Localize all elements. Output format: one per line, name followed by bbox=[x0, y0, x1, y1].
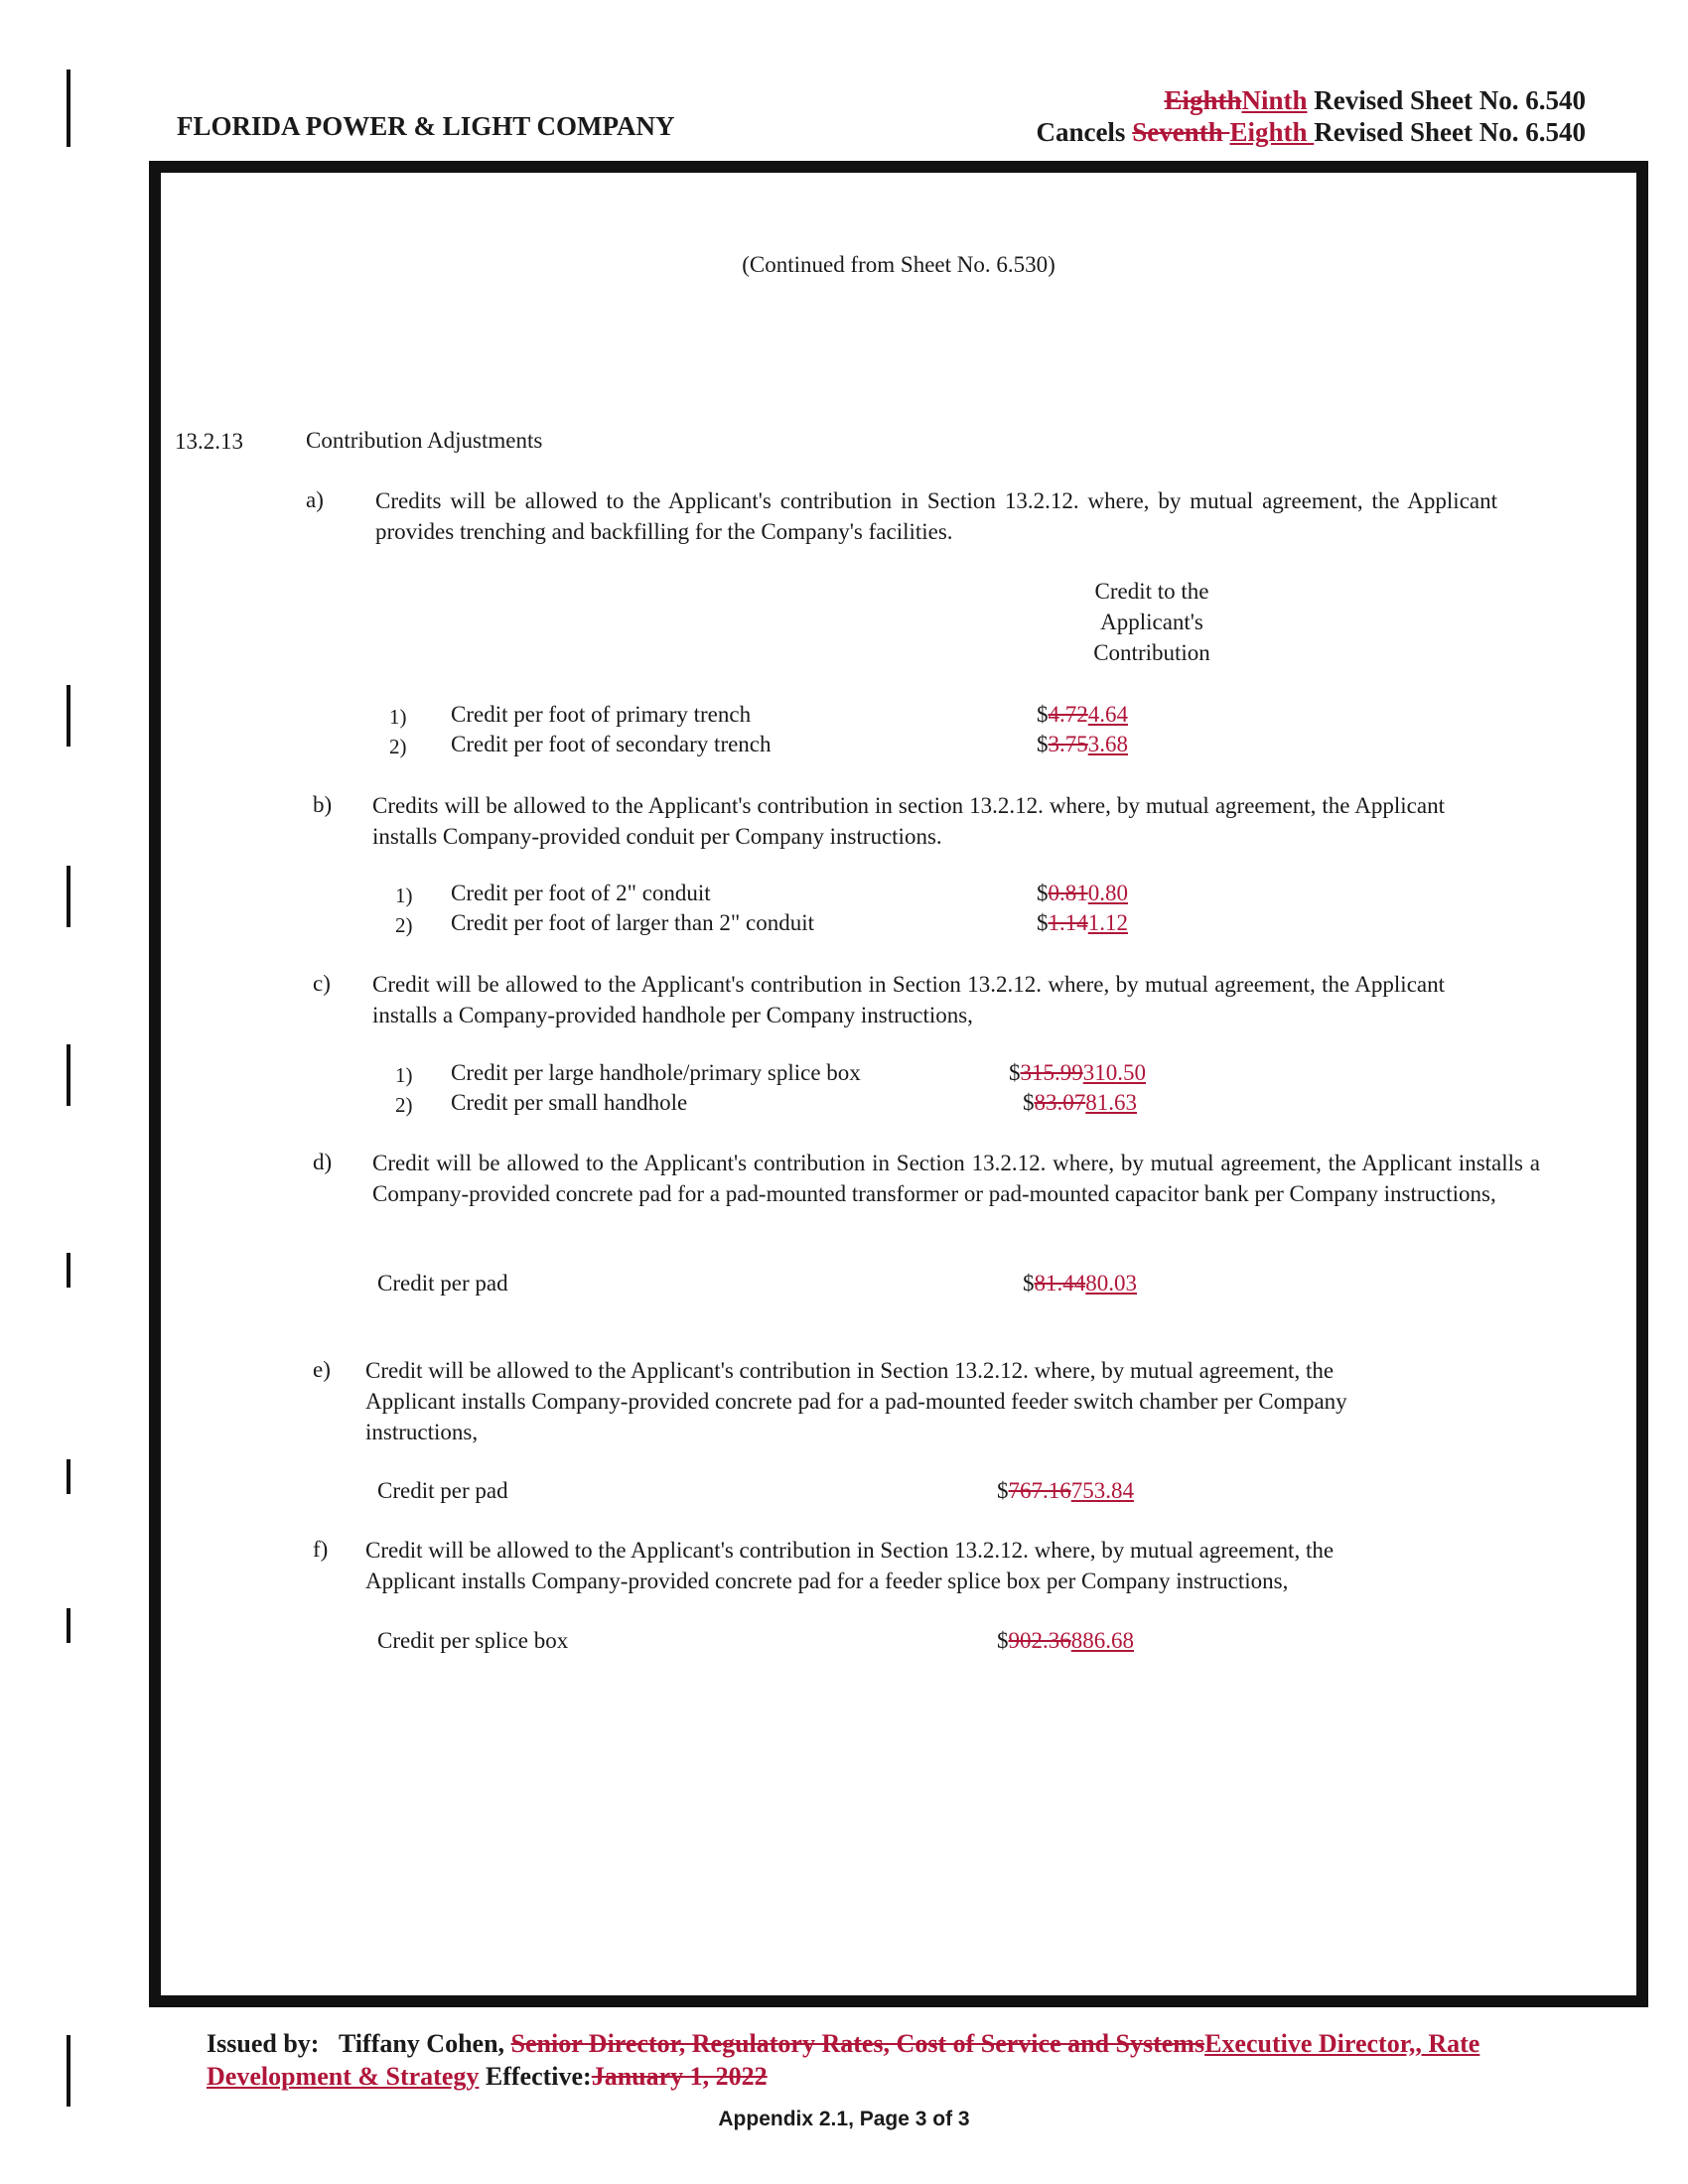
deleted-amount: 315.99 bbox=[1020, 1060, 1083, 1085]
tariff-frame bbox=[149, 161, 1648, 2007]
paragraph-text: Credit will be allowed to the Applicant's contribution in Section 13.2.12. where, by mutual agreement, the Applicant installs a Company-provided handhole per Company instructions, bbox=[372, 972, 1445, 1027]
change-bar bbox=[67, 1608, 70, 1643]
item-label: Credit per foot of 2" conduit bbox=[451, 881, 711, 905]
inserted-amount: 3.68 bbox=[1087, 732, 1128, 756]
sheet-suffix: Revised Sheet No. 6.540 bbox=[1307, 85, 1586, 115]
currency-symbol: $ bbox=[1037, 702, 1049, 727]
inserted-amount: 310.50 bbox=[1082, 1060, 1146, 1085]
appendix-page-note: Appendix 2.1, Page 3 of 3 bbox=[718, 2108, 970, 2130]
continued-note: (Continued from Sheet No. 6.530) bbox=[742, 252, 1055, 277]
item-number: 2) bbox=[389, 735, 407, 758]
credit-amount bbox=[1037, 881, 1128, 906]
item-number: 2) bbox=[395, 1093, 413, 1117]
inserted-amount: 81.63 bbox=[1085, 1090, 1137, 1115]
deleted-effective-date: January 1, 2022 bbox=[591, 2062, 768, 2091]
currency-symbol: $ bbox=[997, 1628, 1009, 1653]
issued-by-block bbox=[207, 2027, 1577, 2093]
deleted-amount: 767.16 bbox=[1008, 1478, 1071, 1503]
credit-amount bbox=[1037, 702, 1128, 728]
item-number: 2) bbox=[395, 913, 413, 937]
inserted-amount: 4.64 bbox=[1087, 702, 1128, 727]
change-bar bbox=[67, 2035, 70, 2107]
paragraph-letter: a) bbox=[306, 487, 324, 512]
inserted-cancels-ordinal: Eighth bbox=[1229, 117, 1315, 147]
paragraph-text: Credit will be allowed to the Applicant's contribution in Section 13.2.12. where, by mutual agreement, the Applicant installs a Company-provided concrete pad for a pad-mounted transformer or pad-mounted capacitor bank per Company instructions, bbox=[372, 1151, 1540, 1206]
deleted-amount: 3.75 bbox=[1048, 732, 1088, 756]
inserted-sheet-ordinal: Ninth bbox=[1241, 85, 1308, 115]
cancels-suffix: Revised Sheet No. 6.540 bbox=[1314, 117, 1586, 147]
currency-symbol: $ bbox=[1037, 910, 1049, 935]
deleted-amount: 0.81 bbox=[1048, 881, 1088, 905]
column-header-line: Contribution bbox=[1093, 640, 1210, 665]
item-number: 1) bbox=[395, 884, 413, 907]
column-header bbox=[1053, 576, 1251, 668]
section-number: 13.2.13 bbox=[175, 429, 243, 454]
paragraph-letter: d) bbox=[313, 1150, 333, 1174]
change-bar bbox=[67, 1044, 70, 1106]
item-label: Credit per foot of secondary trench bbox=[451, 732, 772, 756]
inserted-amount: 0.80 bbox=[1087, 881, 1128, 905]
item-number: 1) bbox=[395, 1063, 413, 1087]
currency-symbol: $ bbox=[997, 1478, 1009, 1503]
credit-amount bbox=[1037, 732, 1128, 757]
paragraph-letter: e) bbox=[313, 1357, 331, 1382]
effective-label: Effective: bbox=[485, 2062, 592, 2091]
item-label: Credit per pad bbox=[377, 1478, 508, 1503]
change-bar bbox=[67, 1459, 70, 1494]
paragraph-letter: c) bbox=[313, 971, 331, 996]
deleted-amount: 83.07 bbox=[1034, 1090, 1086, 1115]
column-header-line: Credit to the bbox=[1094, 579, 1209, 604]
currency-symbol: $ bbox=[1023, 1271, 1035, 1296]
column-header-line: Applicant's bbox=[1100, 610, 1203, 634]
deleted-issuer-title: Senior Director, Regulatory Rates, Cost of Service and Systems bbox=[510, 2029, 1205, 2058]
deleted-amount: 1.14 bbox=[1048, 910, 1088, 935]
sheet-number bbox=[1164, 85, 1586, 116]
deleted-amount: 4.72 bbox=[1048, 702, 1088, 727]
item-number: 1) bbox=[389, 705, 407, 729]
credit-amount bbox=[997, 1628, 1134, 1654]
change-bar bbox=[67, 685, 70, 747]
issued-label: Issued by: bbox=[207, 2029, 320, 2058]
item-label: Credit per splice box bbox=[377, 1628, 569, 1653]
change-bar bbox=[67, 866, 70, 927]
deleted-cancels-ordinal: Seventh bbox=[1132, 117, 1230, 147]
currency-symbol: $ bbox=[1037, 732, 1049, 756]
cancels-prefix: Cancels bbox=[1036, 117, 1133, 147]
deleted-amount: 81.44 bbox=[1034, 1271, 1086, 1296]
inserted-amount: 886.68 bbox=[1070, 1628, 1134, 1653]
change-bar bbox=[67, 69, 70, 147]
item-label: Credit per foot of larger than 2" conduit bbox=[451, 910, 815, 935]
credit-amount bbox=[1023, 1271, 1137, 1297]
credit-amount bbox=[1037, 910, 1128, 936]
paragraph-letter: b) bbox=[313, 792, 333, 817]
paragraph-text: Credit will be allowed to the Applicant's contribution in Section 13.2.12. where, by mutual agreement, the Applicant installs Company-provided concrete pad for a feeder splice box per Company instructions, bbox=[365, 1538, 1335, 1593]
paragraph-text: Credit will be allowed to the Applicant's contribution in Section 13.2.12. where, by mutual agreement, the Applicant installs Company-provided concrete pad for a pad-mounted feeder switch chamber per Company instructions, bbox=[365, 1358, 1347, 1444]
inserted-amount: 753.84 bbox=[1070, 1478, 1134, 1503]
change-bar bbox=[67, 1253, 70, 1288]
cancels-line bbox=[1036, 117, 1586, 148]
credit-amount bbox=[1023, 1090, 1137, 1116]
paragraph-text: Credits will be allowed to the Applicant's contribution in Section 13.2.12. where, by mutual agreement, the Applicant provides trenching and backfilling for the Company's facilities. bbox=[375, 488, 1497, 544]
paragraph-text: Credits will be allowed to the Applicant's contribution in section 13.2.12. where, by mutual agreement, the Applicant installs Company-provided conduit per Company instructions. bbox=[372, 793, 1445, 849]
item-label: Credit per pad bbox=[377, 1271, 508, 1296]
item-label: Credit per small handhole bbox=[451, 1090, 688, 1115]
deleted-amount: 902.36 bbox=[1008, 1628, 1071, 1653]
credit-amount bbox=[1009, 1060, 1146, 1086]
deleted-sheet-ordinal: Eighth bbox=[1164, 85, 1242, 115]
company-name: FLORIDA POWER & LIGHT COMPANY bbox=[177, 111, 675, 141]
inserted-amount: 1.12 bbox=[1087, 910, 1128, 935]
currency-symbol: $ bbox=[1037, 881, 1049, 905]
currency-symbol: $ bbox=[1009, 1060, 1021, 1085]
issuer-name: Tiffany Cohen, bbox=[338, 2029, 505, 2058]
section-title: Contribution Adjustments bbox=[306, 428, 543, 453]
item-label: Credit per foot of primary trench bbox=[451, 702, 752, 727]
credit-amount bbox=[997, 1478, 1134, 1504]
inserted-amount: 80.03 bbox=[1085, 1271, 1137, 1296]
inserted-issuer-title: Executive Director,, Rate Development & Strategy bbox=[207, 2029, 1480, 2091]
currency-symbol: $ bbox=[1023, 1090, 1035, 1115]
paragraph-letter: f) bbox=[313, 1537, 329, 1562]
item-label: Credit per large handhole/primary splice box bbox=[451, 1060, 861, 1085]
